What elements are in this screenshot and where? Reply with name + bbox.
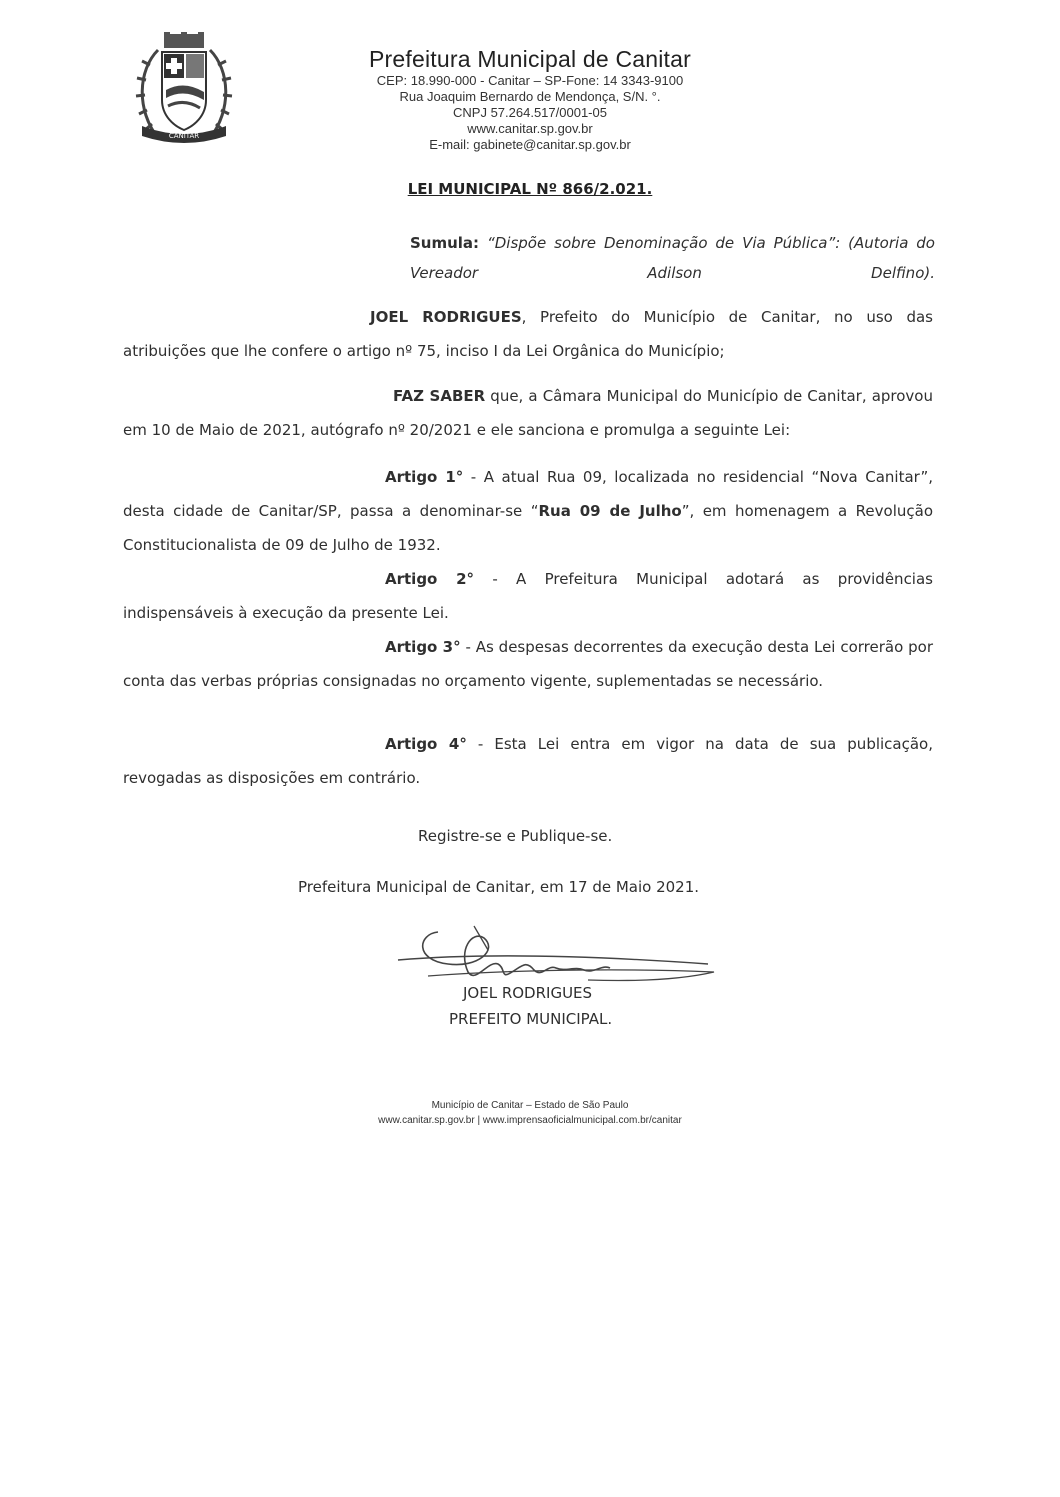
registre-line: Registre-se e Publique-se. bbox=[418, 827, 613, 845]
article-3-label: Artigo 3° bbox=[385, 638, 461, 656]
article-2 bbox=[123, 562, 933, 630]
article-3-text: - As despesas decorrentes da execução desta Lei correrão por conta das verbas próprias consignadas no orçamento vigente, suplementadas se necessário. bbox=[123, 638, 933, 690]
signer-name: JOEL RODRIGUES bbox=[463, 984, 593, 1002]
faz-saber-text: que, a Câmara Municipal do Município de Canitar, aprovou em 10 de Maio de 2021, autógrafo nº 20/2021 e ele sanciona e promulga a seguinte Lei: bbox=[123, 387, 933, 439]
letterhead bbox=[320, 46, 740, 153]
intro-name: JOEL RODRIGUES bbox=[370, 308, 522, 326]
website: www.canitar.sp.gov.br bbox=[467, 121, 593, 136]
footer-line-2: www.canitar.sp.gov.br | www.imprensaoficialmunicipal.com.br/canitar bbox=[378, 1115, 682, 1126]
municipal-crest-icon bbox=[128, 30, 240, 148]
sumula-text: “Dispõe sobre Denominação de Via Pública”: (Autoria do Vereador Adilson Delfino). bbox=[410, 234, 935, 282]
article-2-label: Artigo 2° bbox=[385, 570, 475, 588]
article-1-label: Artigo 1° bbox=[385, 468, 464, 486]
article-4 bbox=[123, 727, 933, 795]
article-1-text-a: - A atual Rua 09, localizada no residencial “Nova Canitar”, desta cidade de Canitar/SP, passa a denominar-se “ bbox=[123, 468, 933, 520]
cnpj: CNPJ 57.264.517/0001-05 bbox=[453, 105, 607, 120]
sumula-label: Sumula: bbox=[410, 234, 480, 252]
article-1 bbox=[123, 460, 933, 562]
article-1-street-name: Rua 09 de Julho bbox=[538, 502, 682, 520]
signer-role: PREFEITO MUNICIPAL. bbox=[449, 1010, 613, 1028]
date-line: Prefeitura Municipal de Canitar, em 17 de Maio 2021. bbox=[298, 878, 700, 896]
article-2-text: - A Prefeitura Municipal adotará as providências indispensáveis à execução da presente Lei. bbox=[123, 570, 933, 622]
footer-line-1: Município de Canitar – Estado de São Paulo bbox=[431, 1100, 629, 1111]
article-4-text: - Esta Lei entra em vigor na data de sua publicação, revogadas as disposições em contrário. bbox=[123, 735, 933, 787]
address-line-1: CEP: 18.990-000 - Canitar – SP-Fone: 14 3343-9100 bbox=[376, 73, 684, 88]
intro-text: , Prefeito do Município de Canitar, no uso das atribuições que lhe confere o artigo nº 75, inciso I da Lei Orgânica do Município; bbox=[123, 308, 933, 360]
article-1-text-b: ”, em homenagem a Revolução Constitucionalista de 09 de Julho de 1932. bbox=[123, 502, 934, 554]
handwritten-signature bbox=[388, 920, 718, 992]
faz-saber-label: FAZ SABER bbox=[393, 387, 486, 405]
address-line-2: Rua Joaquim Bernardo de Mendonça, S/N. °. bbox=[399, 89, 661, 104]
footer bbox=[0, 1098, 1060, 1128]
faz-saber-paragraph bbox=[123, 379, 933, 447]
article-4-label: Artigo 4° bbox=[385, 735, 467, 753]
email: E-mail: gabinete@canitar.sp.gov.br bbox=[429, 137, 631, 152]
sumula bbox=[410, 228, 935, 288]
org-name: Prefeitura Municipal de Canitar bbox=[369, 46, 691, 72]
law-title: LEI MUNICIPAL Nº 866/2.021. bbox=[407, 180, 653, 198]
article-3 bbox=[123, 630, 933, 698]
crest-banner-text: CANITAR bbox=[168, 132, 200, 140]
intro-paragraph bbox=[123, 300, 933, 368]
